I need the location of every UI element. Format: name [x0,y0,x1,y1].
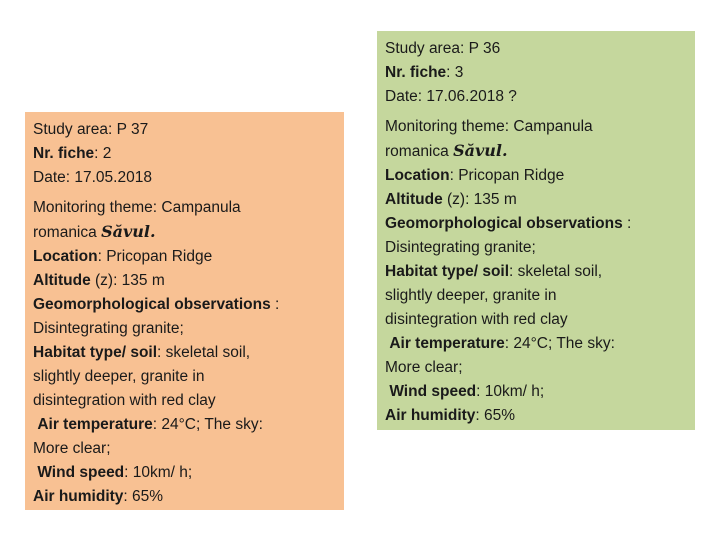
air-temp-row [33,413,336,437]
habitat-value: : skeletal soil, [157,344,251,361]
sky-text: More clear; [385,359,463,376]
study-area-label: Study area [33,121,108,138]
habitat-value: : skeletal soil, [509,263,603,280]
location-value: : Pricopan Ridge [97,248,213,265]
air-temp-value: : 24°C; The sky: [504,335,615,352]
date-row [33,166,336,190]
humidity-row [385,404,687,428]
habitat-line-2: slightly deeper, granite in [33,368,205,385]
study-area-row [385,37,687,61]
geo-text: Disintegrating granite; [33,320,184,337]
altitude-row [33,269,336,293]
humidity-label: Air humidity [33,488,124,505]
theme-row-2 [33,220,336,245]
wind-row [33,461,336,485]
air-temp-label: Air temperature [389,335,505,352]
wind-value: : 10km/ h; [476,383,545,400]
theme-value-2: romanica [33,224,102,241]
altitude-value: (z): 135 m [90,272,165,289]
theme-row [385,115,687,139]
humidity-value: : 65% [123,488,164,505]
humidity-row [33,485,336,509]
habitat-row [33,341,336,365]
study-area-row [33,118,336,142]
date-label: Date [33,169,66,186]
fiche-label: Nr. fiche [385,64,447,81]
geo-value: : [270,296,280,313]
wind-value: : 10km/ h; [124,464,193,481]
date-row [385,85,687,109]
habitat-label: Habitat type/ soil [33,344,158,361]
study-area-value: : P 37 [107,121,149,138]
geo-label: Geomorphological observations [33,296,271,313]
habitat-line-3: disintegration with red clay [33,392,216,409]
location-label: Location [385,167,450,184]
study-area-label: Study area [385,40,460,57]
field-sheet-p36 [377,31,695,430]
theme-row-2 [385,139,687,164]
theme-label: Monitoring theme [33,199,153,216]
theme-row [33,196,336,220]
humidity-value: : 65% [475,407,516,424]
study-area-value: : P 36 [459,40,501,57]
theme-value: : Campanula [152,199,241,216]
wind-row [385,380,687,404]
location-row [385,164,687,188]
fiche-value: : 3 [446,64,464,81]
fiche-label: Nr. fiche [33,145,95,162]
species-author: Săvul. [453,141,508,160]
wind-label: Wind speed [37,464,125,481]
date-value: : 17.06.2018 ? [417,88,517,105]
geo-value: : [622,215,632,232]
field-sheet-p37 [25,112,344,510]
habitat-label: Habitat type/ soil [385,263,510,280]
habitat-line-3: disintegration with red clay [385,311,568,328]
fiche-value: : 2 [94,145,112,162]
theme-value-2: romanica [385,143,454,160]
habitat-line-2: slightly deeper, granite in [385,287,557,304]
altitude-label: Altitude [385,191,443,208]
humidity-label: Air humidity [385,407,476,424]
theme-label: Monitoring theme [385,118,505,135]
location-label: Location [33,248,98,265]
fiche-row [33,142,336,166]
theme-value: : Campanula [504,118,593,135]
location-value: : Pricopan Ridge [449,167,565,184]
altitude-label: Altitude [33,272,91,289]
geo-text: Disintegrating granite; [385,239,536,256]
geo-row [33,293,336,317]
wind-label: Wind speed [389,383,477,400]
altitude-row [385,188,687,212]
altitude-value: (z): 135 m [442,191,517,208]
fiche-row [385,61,687,85]
location-row [33,245,336,269]
date-value: : 17.05.2018 [65,169,152,186]
habitat-row [385,260,687,284]
geo-label: Geomorphological observations [385,215,623,232]
geo-row [385,212,687,236]
sky-text: More clear; [33,440,111,457]
air-temp-label: Air temperature [37,416,153,433]
air-temp-value: : 24°C; The sky: [152,416,263,433]
date-label: Date [385,88,418,105]
air-temp-row [385,332,687,356]
species-author: Săvul. [101,222,156,241]
